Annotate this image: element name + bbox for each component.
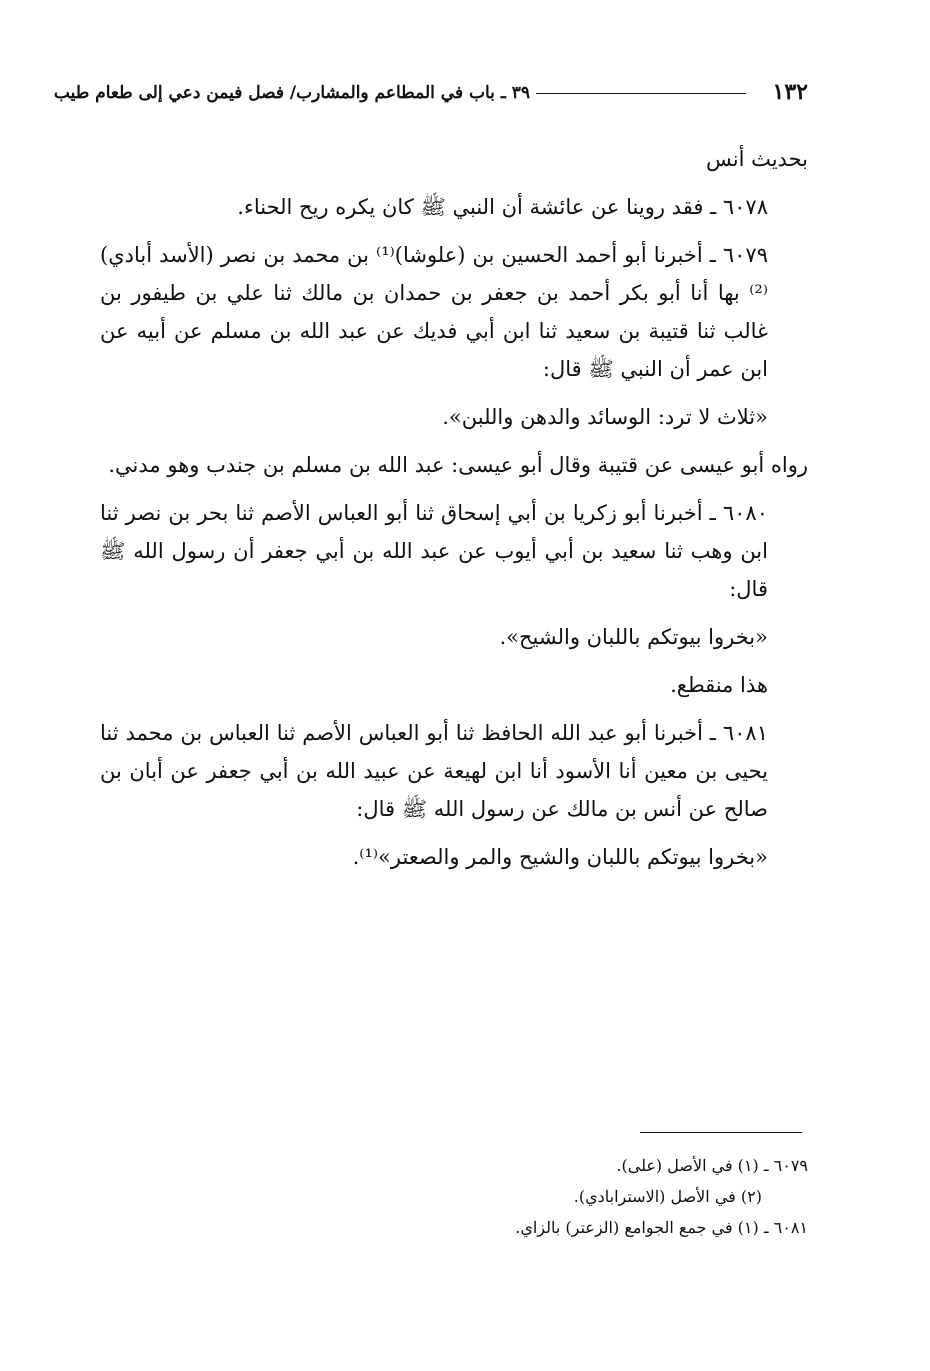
header-rule	[536, 93, 746, 94]
page-number: ١٣٢	[772, 79, 808, 105]
page-body	[100, 140, 808, 886]
footnote-rule	[640, 1132, 802, 1133]
hadith-6079: ٦٠٧٩ ـ أخبرنا أبو أحمد الحسين بن (علوشا)⁽¹⁾ بن محمد بن نصر (الأسد أبادي)⁽²⁾ بها أنا أبو بكر أحمد بن جعفر بن حمدان بن مالك ثنا علي بن طيفور بن غالب ثنا قتيبة بن سعيد ثنا ابن أبي فديك عن عبد الله بن مسلم عن أبيه عن ابن عمر أن النبي ﷺ قال:	[100, 243, 768, 381]
hadith-6080: ٦٠٨٠ ـ أخبرنا أبو زكريا بن أبي إسحاق ثنا أبو العباس الأصم ثنا بحر بن نصر ثنا ابن وهب ثنا سعيد بن أبي أيوب عن عبد الله بن أبي جعفر أن رسول الله ﷺ قال:	[100, 501, 768, 601]
hadith-6078: ٦٠٧٨ ـ فقد روينا عن عائشة أن النبي ﷺ كان يكره ريح الحناء.	[237, 195, 768, 219]
paragraph-intro: بحديث أنس	[705, 147, 808, 171]
footnote-6081-1: ٦٠٨١ ـ (١) في جمع الجوامع (الزعتر) بالزاي.	[515, 1218, 808, 1237]
page-header	[53, 78, 808, 108]
hadith-6079-commentary: رواه أبو عيسى عن قتيبة وقال أبو عيسى: عبد الله بن مسلم بن جندب وهو مدني.	[108, 453, 808, 477]
hadith-6080-commentary: هذا منقطع.	[670, 673, 768, 697]
footnote-6079-1: ٦٠٧٩ ـ (١) في الأصل (على).	[616, 1156, 808, 1175]
hadith-6081: ٦٠٨١ ـ أخبرنا أبو عبد الله الحافظ ثنا أبو العباس الأصم ثنا العباس بن محمد ثنا يحيى بن معين أنا الأسود أنا ابن لهيعة عن عبيد الله بن أبي جعفر عن أبان بن صالح عن أنس بن مالك عن رسول الله ﷺ قال:	[100, 721, 768, 821]
footnote-6079-2: (٢) في الأصل (الاسترابادي).	[573, 1187, 762, 1206]
hadith-6080-text: «بخروا بيوتكم باللبان والشيح».	[499, 625, 768, 649]
hadith-6079-text: «ثلاث لا ترد: الوسائد والدهن واللبن».	[442, 405, 768, 429]
footnotes	[300, 1150, 808, 1243]
running-title: ٣٩ ـ باب في المطاعم والمشارب/ فصل فيمن دعي إلى طعام طيب	[53, 83, 530, 103]
hadith-6081-text: «بخروا بيوتكم باللبان والشيح والمر والصعتر»⁽¹⁾.	[352, 845, 768, 869]
